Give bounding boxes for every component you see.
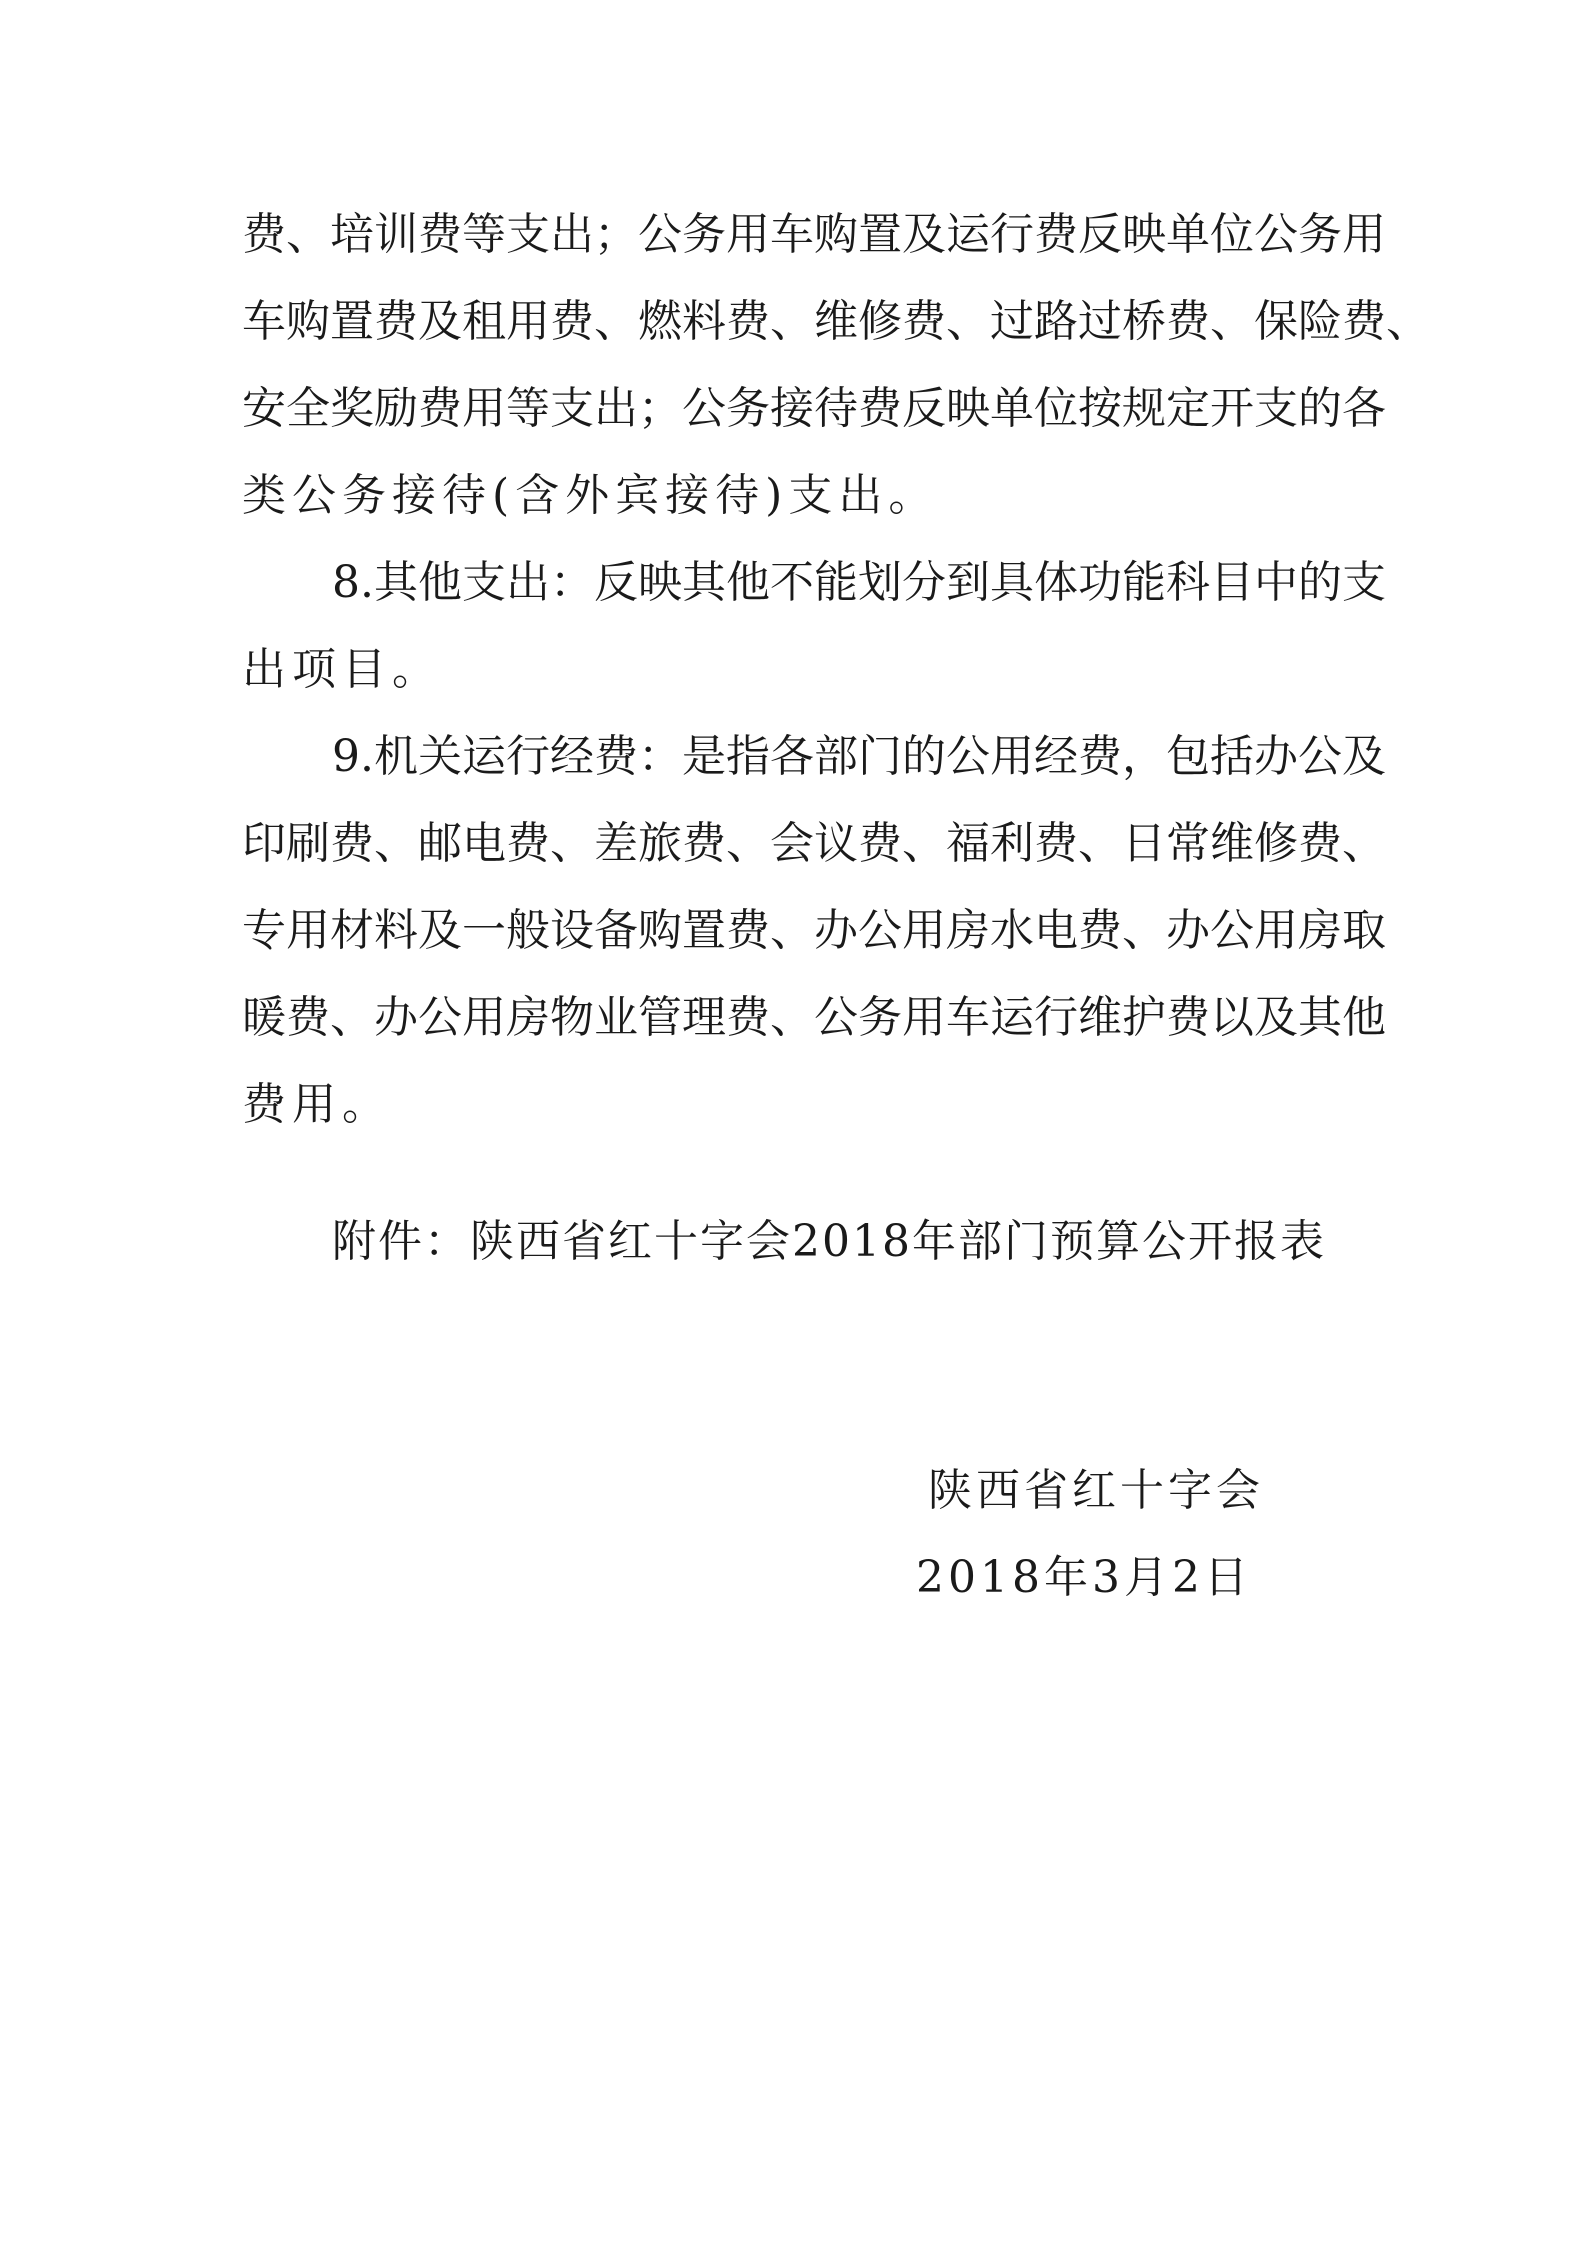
- paragraph-9-line-3: 专用材料及一般设备购置费、办公用房水电费、办公用房取: [242, 905, 1386, 956]
- attachment-note: 附件：陕西省红十字会2018年部门预算公开报表: [332, 1216, 1326, 1267]
- paragraph-8-line-2: 出项目。: [242, 644, 442, 695]
- paragraph-9-line-1: 9.机关运行经费：是指各部门的公用经费，包括办公及: [332, 731, 1386, 782]
- paragraph-7-line-4: 类公务接待(含外宾接待)支出。: [242, 470, 939, 521]
- signature-organization: 陕西省红十字会: [928, 1465, 1264, 1516]
- paragraph-8-line-1: 8.其他支出：反映其他不能划分到具体功能科目中的支: [332, 557, 1386, 608]
- paragraph-9-line-5: 费用。: [242, 1079, 392, 1130]
- paragraph-7-line-2: 车购置费及租用费、燃料费、维修费、过路过桥费、保险费、: [242, 296, 1430, 347]
- paragraph-9-line-2: 印刷费、邮电费、差旅费、会议费、福利费、日常维修费、: [242, 818, 1386, 869]
- signature-date: 2018年3月2日: [916, 1552, 1252, 1603]
- paragraph-9-line-4: 暖费、办公用房物业管理费、公务用车运行维护费以及其他: [242, 992, 1386, 1043]
- paragraph-7-line-3: 安全奖励费用等支出；公务接待费反映单位按规定开支的各: [242, 383, 1386, 434]
- paragraph-7-line-1: 费、培训费等支出；公务用车购置及运行费反映单位公务用: [242, 209, 1386, 260]
